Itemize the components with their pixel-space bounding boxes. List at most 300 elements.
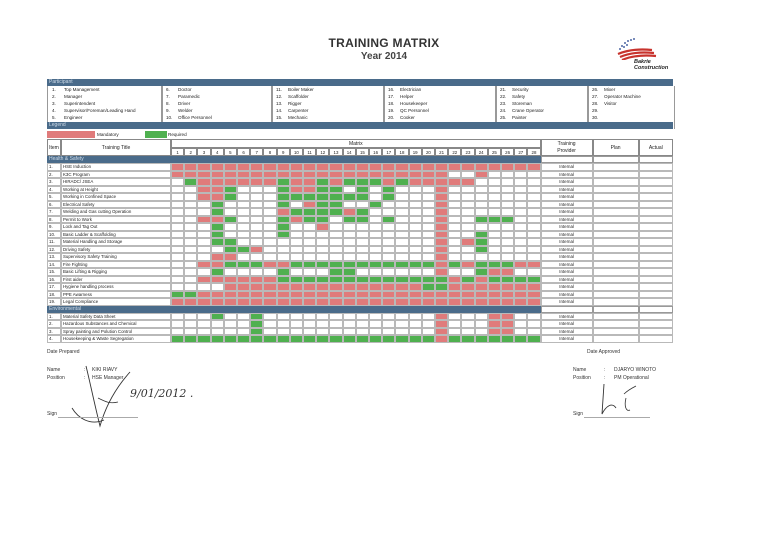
matrix-cell-empty (461, 216, 474, 224)
participant-role: Doctor (178, 87, 192, 92)
row-item-number: 6. (49, 201, 53, 207)
matrix-cell-mandatory (303, 171, 316, 179)
matrix-cell-required (316, 216, 329, 224)
prepared-sign-line (58, 417, 138, 418)
matrix-cell-mandatory (356, 163, 369, 171)
participant-number: 12. (276, 94, 283, 99)
participant-number: 29. (592, 108, 599, 113)
matrix-cell-required (435, 283, 448, 291)
matrix-cell-required (343, 268, 356, 276)
matrix-cell-required (448, 335, 461, 343)
matrix-cell-mandatory (237, 171, 250, 179)
matrix-cell-empty (303, 320, 316, 328)
participant-number: 18. (388, 101, 395, 106)
matrix-cell-empty (303, 238, 316, 246)
matrix-cell-empty (171, 276, 184, 284)
actual-column-header: Actual (639, 139, 673, 156)
row-item-number: 17. (49, 284, 56, 289)
matrix-cell-mandatory (501, 268, 514, 276)
matrix-cell-mandatory (409, 283, 422, 291)
matrix-cell-empty (263, 246, 276, 254)
matrix-cell-required (211, 231, 224, 239)
matrix-cell-empty (303, 268, 316, 276)
matrix-cell-required (329, 276, 342, 284)
training-provider: Internal (559, 164, 574, 169)
matrix-cell-required (369, 201, 382, 209)
matrix-cell-empty (395, 238, 408, 246)
row-plan-cell (593, 171, 639, 179)
matrix-cell-empty (382, 238, 395, 246)
matrix-cell-required (475, 216, 488, 224)
matrix-cell-mandatory (501, 298, 514, 306)
participant-role: Helper (400, 94, 414, 99)
matrix-cell-empty (501, 253, 514, 261)
matrix-cell-empty (184, 216, 197, 224)
matrix-cell-required (329, 193, 342, 201)
matrix-cell-mandatory (316, 171, 329, 179)
matrix-cell-mandatory (250, 276, 263, 284)
row-actual-cell (639, 193, 673, 201)
matrix-cell-empty (409, 268, 422, 276)
prepared-name-value: KIKI RIAVY (92, 367, 118, 373)
training-title: First aider (63, 276, 83, 282)
matrix-cell-required (343, 276, 356, 284)
logo-mark-icon (612, 36, 684, 60)
matrix-cell-required (501, 276, 514, 284)
matrix-cell-mandatory (422, 178, 435, 186)
matrix-cell-mandatory (435, 291, 448, 299)
matrix-cell-mandatory (395, 171, 408, 179)
matrix-cell-empty (501, 246, 514, 254)
matrix-cell-mandatory (475, 276, 488, 284)
matrix-cell-empty (409, 216, 422, 224)
participant-number: 4. (52, 108, 56, 113)
matrix-cell-mandatory (277, 261, 290, 269)
matrix-cell-mandatory (211, 193, 224, 201)
row-plan-cell (593, 231, 639, 239)
matrix-cell-empty (475, 253, 488, 261)
matrix-cell-mandatory (435, 298, 448, 306)
matrix-cell-required (277, 276, 290, 284)
matrix-cell-empty (263, 201, 276, 209)
matrix-cell-empty (395, 313, 408, 321)
matrix-cell-required (356, 178, 369, 186)
matrix-cell-required (356, 261, 369, 269)
matrix-cell-empty (461, 253, 474, 261)
matrix-cell-mandatory (290, 283, 303, 291)
participant-number: 7. (166, 94, 170, 99)
matrix-cell-required (316, 208, 329, 216)
matrix-cell-mandatory (488, 298, 501, 306)
matrix-cell-required (184, 178, 197, 186)
section-header: Environmental (47, 306, 541, 313)
matrix-cell-mandatory (448, 163, 461, 171)
matrix-cell-empty (501, 231, 514, 239)
matrix-cell-required (395, 276, 408, 284)
training-title: Material Handling and Storage (63, 239, 123, 244)
approver-name-label: Name (573, 367, 587, 373)
row-actual-cell (639, 328, 673, 336)
matrix-cell-empty (329, 246, 342, 254)
matrix-cell-empty (395, 328, 408, 336)
training-provider: Internal (559, 201, 574, 207)
matrix-cell-empty (514, 313, 527, 321)
training-title: Basic Lifting & Rigging (63, 269, 107, 274)
matrix-cell-mandatory (514, 291, 527, 299)
training-provider: Internal (559, 284, 574, 289)
matrix-cell-empty (343, 231, 356, 239)
matrix-cell-mandatory (488, 283, 501, 291)
matrix-cell-required (329, 268, 342, 276)
participant-role: Top Management (64, 87, 100, 92)
matrix-cell-required (514, 276, 527, 284)
matrix-cell-mandatory (527, 291, 540, 299)
row-plan-cell (593, 163, 639, 171)
legend-required-swatch (145, 131, 167, 138)
matrix-cell-required (527, 276, 540, 284)
matrix-cell-required (329, 186, 342, 194)
legend-header: Legend (47, 122, 673, 129)
matrix-cell-mandatory (224, 276, 237, 284)
matrix-cell-empty (501, 201, 514, 209)
matrix-cell-mandatory (211, 253, 224, 261)
matrix-cell-empty (250, 186, 263, 194)
matrix-cell-mandatory (237, 163, 250, 171)
row-actual-cell (639, 283, 673, 291)
matrix-cell-empty (369, 320, 382, 328)
matrix-number-header: 22 (448, 148, 461, 156)
matrix-cell-empty (356, 253, 369, 261)
matrix-cell-empty (277, 253, 290, 261)
matrix-cell-required (501, 216, 514, 224)
legend-required-label: Required (168, 132, 187, 137)
matrix-cell-mandatory (435, 231, 448, 239)
matrix-cell-empty (343, 238, 356, 246)
matrix-cell-empty (171, 238, 184, 246)
matrix-cell-mandatory (514, 283, 527, 291)
matrix-cell-mandatory (461, 261, 474, 269)
matrix-cell-required (435, 276, 448, 284)
matrix-cell-empty (395, 223, 408, 231)
date-prepared-label: Date Prepared (47, 349, 80, 355)
matrix-cell-empty (224, 223, 237, 231)
matrix-cell-required (369, 276, 382, 284)
row-item-number: 3. (49, 179, 53, 184)
matrix-cell-mandatory (263, 163, 276, 171)
legend-mandatory-swatch (47, 131, 95, 138)
matrix-cell-empty (382, 320, 395, 328)
matrix-cell-mandatory (356, 283, 369, 291)
participant-number: 26. (592, 87, 599, 92)
matrix-number-header: 19 (409, 148, 422, 156)
matrix-cell-mandatory (329, 283, 342, 291)
matrix-cell-empty (382, 223, 395, 231)
matrix-cell-required (211, 208, 224, 216)
participant-number: 17. (388, 94, 395, 99)
row-item-number: 10. (49, 231, 56, 237)
matrix-cell-empty (488, 246, 501, 254)
training-provider: Internal (559, 313, 574, 319)
section-provider-cell (541, 306, 593, 313)
matrix-cell-required (409, 335, 422, 343)
matrix-number-header: 16 (369, 148, 382, 156)
matrix-cell-mandatory (343, 291, 356, 299)
matrix-cell-empty (488, 231, 501, 239)
matrix-cell-empty (382, 313, 395, 321)
matrix-cell-mandatory (461, 283, 474, 291)
matrix-cell-mandatory (435, 261, 448, 269)
matrix-cell-required (501, 335, 514, 343)
matrix-cell-required (277, 186, 290, 194)
matrix-cell-empty (488, 208, 501, 216)
training-provider: Internal (559, 179, 574, 184)
row-actual-cell (639, 268, 673, 276)
training-title: Permit to Work (63, 216, 92, 222)
matrix-cell-empty (409, 208, 422, 216)
matrix-cell-mandatory (475, 298, 488, 306)
matrix-cell-empty (514, 320, 527, 328)
matrix-cell-empty (369, 246, 382, 254)
matrix-cell-required (488, 216, 501, 224)
participant-role: Welder (178, 108, 193, 113)
matrix-cell-empty (461, 313, 474, 321)
training-provider: Internal (559, 246, 574, 252)
matrix-number-header: 28 (527, 148, 540, 156)
matrix-cell-mandatory (263, 283, 276, 291)
matrix-cell-empty (303, 246, 316, 254)
matrix-cell-empty (184, 223, 197, 231)
matrix-cell-mandatory (448, 178, 461, 186)
matrix-cell-empty (448, 320, 461, 328)
matrix-number-header: 25 (488, 148, 501, 156)
matrix-cell-required (356, 208, 369, 216)
matrix-cell-empty (475, 223, 488, 231)
matrix-cell-required (343, 335, 356, 343)
section-actual-cell (639, 156, 673, 163)
matrix-cell-empty (171, 178, 184, 186)
row-item-number: 4. (49, 186, 53, 192)
matrix-cell-required (211, 335, 224, 343)
matrix-cell-required (382, 193, 395, 201)
matrix-column-header: Matrix (171, 139, 541, 148)
matrix-cell-mandatory (237, 276, 250, 284)
row-plan-cell (593, 216, 639, 224)
matrix-cell-required (316, 186, 329, 194)
matrix-cell-mandatory (356, 291, 369, 299)
matrix-cell-empty (461, 193, 474, 201)
matrix-cell-mandatory (461, 291, 474, 299)
provider-column-header (541, 139, 593, 156)
matrix-cell-mandatory (277, 208, 290, 216)
matrix-cell-empty (356, 328, 369, 336)
matrix-cell-empty (290, 201, 303, 209)
matrix-cell-empty (224, 231, 237, 239)
row-item-number: 13. (49, 254, 56, 259)
matrix-cell-empty (316, 246, 329, 254)
matrix-cell-empty (197, 238, 210, 246)
matrix-cell-mandatory (435, 208, 448, 216)
matrix-cell-required (514, 335, 527, 343)
matrix-cell-empty (184, 268, 197, 276)
prepared-name-label: Name (47, 367, 61, 373)
matrix-cell-required (475, 268, 488, 276)
matrix-cell-mandatory (197, 163, 210, 171)
matrix-cell-required (395, 335, 408, 343)
row-item-number: 12. (49, 246, 56, 252)
training-title: HSE Induction (63, 164, 92, 169)
participant-number: 10. (166, 115, 173, 120)
matrix-cell-mandatory (250, 283, 263, 291)
matrix-cell-empty (303, 253, 316, 261)
matrix-cell-empty (316, 253, 329, 261)
row-item-number: 2. (49, 321, 53, 326)
matrix-cell-required (382, 216, 395, 224)
matrix-cell-empty (514, 246, 527, 254)
matrix-cell-mandatory (211, 261, 224, 269)
matrix-cell-mandatory (250, 246, 263, 254)
matrix-cell-mandatory (435, 246, 448, 254)
matrix-cell-empty (395, 231, 408, 239)
matrix-cell-empty (184, 238, 197, 246)
matrix-cell-empty (224, 268, 237, 276)
matrix-cell-mandatory (316, 163, 329, 171)
matrix-cell-required (224, 193, 237, 201)
matrix-cell-empty (197, 320, 210, 328)
approver-position-label: Position (573, 375, 591, 381)
matrix-cell-required (488, 261, 501, 269)
matrix-cell-empty (184, 283, 197, 291)
matrix-cell-mandatory (224, 253, 237, 261)
matrix-cell-mandatory (409, 163, 422, 171)
matrix-cell-mandatory (211, 163, 224, 171)
matrix-cell-mandatory (501, 163, 514, 171)
matrix-cell-mandatory (409, 171, 422, 179)
matrix-cell-mandatory (277, 291, 290, 299)
row-plan-cell (593, 298, 639, 306)
matrix-cell-empty (343, 246, 356, 254)
matrix-cell-required (290, 208, 303, 216)
matrix-cell-empty (382, 253, 395, 261)
training-provider: Internal (559, 261, 574, 267)
matrix-cell-empty (514, 238, 527, 246)
matrix-cell-empty (488, 253, 501, 261)
matrix-cell-empty (422, 201, 435, 209)
matrix-cell-required (277, 335, 290, 343)
row-actual-cell (639, 208, 673, 216)
matrix-cell-empty (461, 171, 474, 179)
matrix-cell-empty (250, 223, 263, 231)
matrix-cell-empty (250, 253, 263, 261)
participant-role: Carpenter (288, 108, 309, 113)
matrix-cell-mandatory (488, 320, 501, 328)
matrix-cell-mandatory (343, 283, 356, 291)
matrix-cell-empty (395, 208, 408, 216)
matrix-cell-mandatory (501, 283, 514, 291)
matrix-cell-empty (329, 313, 342, 321)
participant-number: 19. (388, 108, 395, 113)
row-plan-cell (593, 276, 639, 284)
matrix-cell-mandatory (356, 171, 369, 179)
matrix-cell-empty (343, 320, 356, 328)
matrix-cell-mandatory (395, 298, 408, 306)
matrix-cell-required (409, 276, 422, 284)
page-subtitle-year: Year 2014 (360, 51, 408, 62)
matrix-cell-empty (448, 231, 461, 239)
matrix-cell-empty (369, 313, 382, 321)
matrix-cell-required (343, 178, 356, 186)
matrix-number-header: 23 (461, 148, 474, 156)
matrix-cell-empty (488, 238, 501, 246)
matrix-cell-mandatory (409, 291, 422, 299)
matrix-cell-required (356, 216, 369, 224)
matrix-cell-mandatory (435, 223, 448, 231)
matrix-cell-empty (488, 201, 501, 209)
row-item-number: 1. (49, 164, 53, 169)
matrix-cell-empty (527, 268, 540, 276)
matrix-cell-empty (475, 178, 488, 186)
training-provider: Internal (559, 231, 574, 237)
matrix-cell-mandatory (435, 268, 448, 276)
participant-number: 28. (592, 101, 599, 106)
matrix-number-header: 11 (303, 148, 316, 156)
matrix-cell-empty (211, 283, 224, 291)
training-title: Spray painting and Polution Control (63, 328, 133, 334)
matrix-cell-mandatory (369, 298, 382, 306)
approver-position-value: PM Operational (614, 375, 649, 381)
matrix-cell-mandatory (527, 163, 540, 171)
participant-number: 21. (500, 87, 507, 92)
matrix-cell-empty (211, 320, 224, 328)
matrix-cell-empty (409, 186, 422, 194)
matrix-cell-mandatory (475, 283, 488, 291)
training-title: Lock and Tag Out (63, 224, 98, 229)
matrix-cell-empty (237, 238, 250, 246)
matrix-cell-empty (303, 328, 316, 336)
row-actual-cell (639, 223, 673, 231)
matrix-cell-mandatory (237, 291, 250, 299)
matrix-cell-empty (171, 201, 184, 209)
matrix-cell-required (369, 261, 382, 269)
matrix-cell-empty (224, 201, 237, 209)
row-item-number: 15. (49, 269, 56, 274)
approver-name-value: DJARYO WINOTO (614, 367, 657, 373)
matrix-cell-empty (527, 320, 540, 328)
row-item-number: 7. (49, 209, 53, 214)
matrix-cell-empty (171, 208, 184, 216)
matrix-cell-mandatory (501, 313, 514, 321)
matrix-cell-mandatory (369, 283, 382, 291)
training-title: Working at Height (63, 186, 98, 192)
matrix-number-header: 8 (263, 148, 276, 156)
matrix-cell-empty (475, 328, 488, 336)
matrix-cell-mandatory (382, 178, 395, 186)
matrix-cell-empty (184, 276, 197, 284)
matrix-cell-empty (527, 201, 540, 209)
matrix-cell-mandatory (475, 171, 488, 179)
matrix-cell-empty (527, 231, 540, 239)
matrix-cell-required (171, 291, 184, 299)
matrix-cell-required (303, 193, 316, 201)
matrix-cell-empty (197, 223, 210, 231)
matrix-cell-required (409, 261, 422, 269)
matrix-cell-required (211, 268, 224, 276)
matrix-cell-mandatory (369, 171, 382, 179)
participant-number: 13. (276, 101, 283, 106)
matrix-cell-empty (527, 246, 540, 254)
training-matrix-table (47, 139, 673, 345)
provider-header-line1: Training (557, 141, 576, 147)
matrix-number-header: 12 (316, 148, 329, 156)
